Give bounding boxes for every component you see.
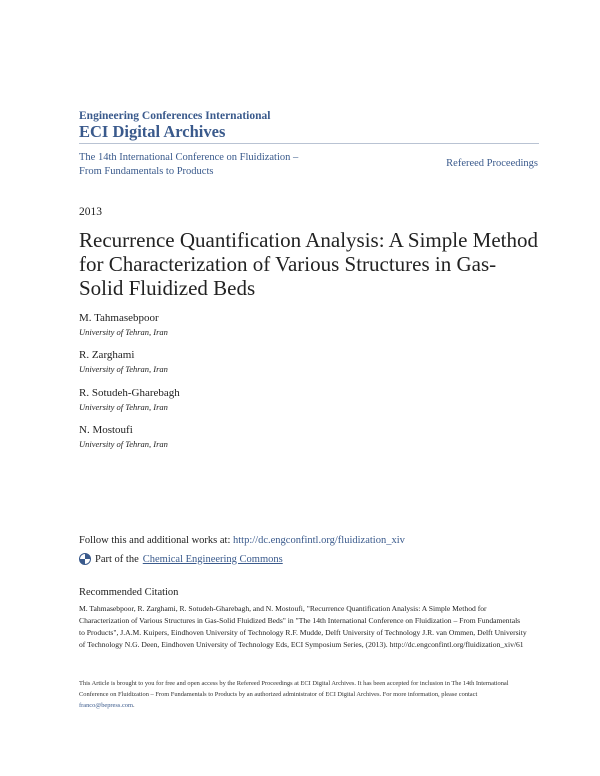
- collection-url-link[interactable]: http://dc.engconfintl.org/fluidization_xiv: [233, 535, 405, 546]
- author-name: R. Zarghami: [79, 349, 135, 361]
- paper-title: Recurrence Quantification Analysis: A Simple Method for Characterization of Various Structures in Gas-Solid Fluidized Beds: [79, 228, 538, 300]
- author-affiliation: University of Tehran, Iran: [79, 327, 168, 337]
- citation-text: M. Tahmasebpoor, R. Zarghami, R. Sotudeh-Gharebagh, and N. Mostoufi, "Recurrence Quantification Analysis: A Simple Method for Characterization of Various Structures in Gas-Solid Fluidized Beds" in "The 14th International Conference on Fluidization – From Fundamentals to Products", J.A.M. Kuipers, Eindhoven University of Technology R.F. Mudde, Delft University of Technology J.R. van Ommen, Delft University of Technology N.G. Deen, Eindhoven University of Technology Eds, ECI Symposium Series, (2013). http://dc.engconfintl.org/fluidization_xiv/61: [79, 604, 527, 649]
- author-affiliation: University of Tehran, Iran: [79, 364, 168, 374]
- chemical-engineering-commons-link[interactable]: Chemical Engineering Commons: [142, 553, 283, 565]
- part-of-prefix: Part of the: [95, 553, 139, 565]
- author-name: R. Sotudeh-Gharebagh: [79, 387, 180, 399]
- part-of-line: [79, 553, 283, 565]
- conference-link[interactable]: The 14th International Conference on Fluidization – From Fundamentals to Products: [79, 152, 299, 177]
- author-name: M. Tahmasebpoor: [79, 312, 159, 324]
- follow-text: Follow this and additional works at:: [79, 535, 231, 546]
- author-name: N. Mostoufi: [79, 424, 133, 436]
- recommended-citation-heading: Recommended Citation: [79, 587, 179, 598]
- refereed-proceedings-link[interactable]: Refereed Proceedings: [446, 158, 538, 169]
- author-affiliation: University of Tehran, Iran: [79, 402, 168, 412]
- notice-end: .: [132, 701, 135, 709]
- access-notice: [79, 679, 527, 711]
- header-divider: [79, 143, 539, 144]
- bepress-network-icon: [79, 553, 91, 565]
- follow-line: [79, 535, 405, 546]
- org-name: Engineering Conferences International: [79, 110, 271, 122]
- notice-text: This Article is brought to you for free and open access by the Refereed Proceedings at ECI Digital Archives. It has been accepted for inclusion in The 14th International Conference on Fluidization – From Fundamentals to Products by an authorized administrator of ECI Digital Archives. For more information, please contact: [79, 680, 509, 698]
- author-affiliation: University of Tehran, Iran: [79, 439, 168, 449]
- contact-email-link[interactable]: franco@bepress.com: [79, 701, 133, 709]
- archive-name[interactable]: ECI Digital Archives: [79, 122, 226, 141]
- paper-year: 2013: [79, 206, 102, 218]
